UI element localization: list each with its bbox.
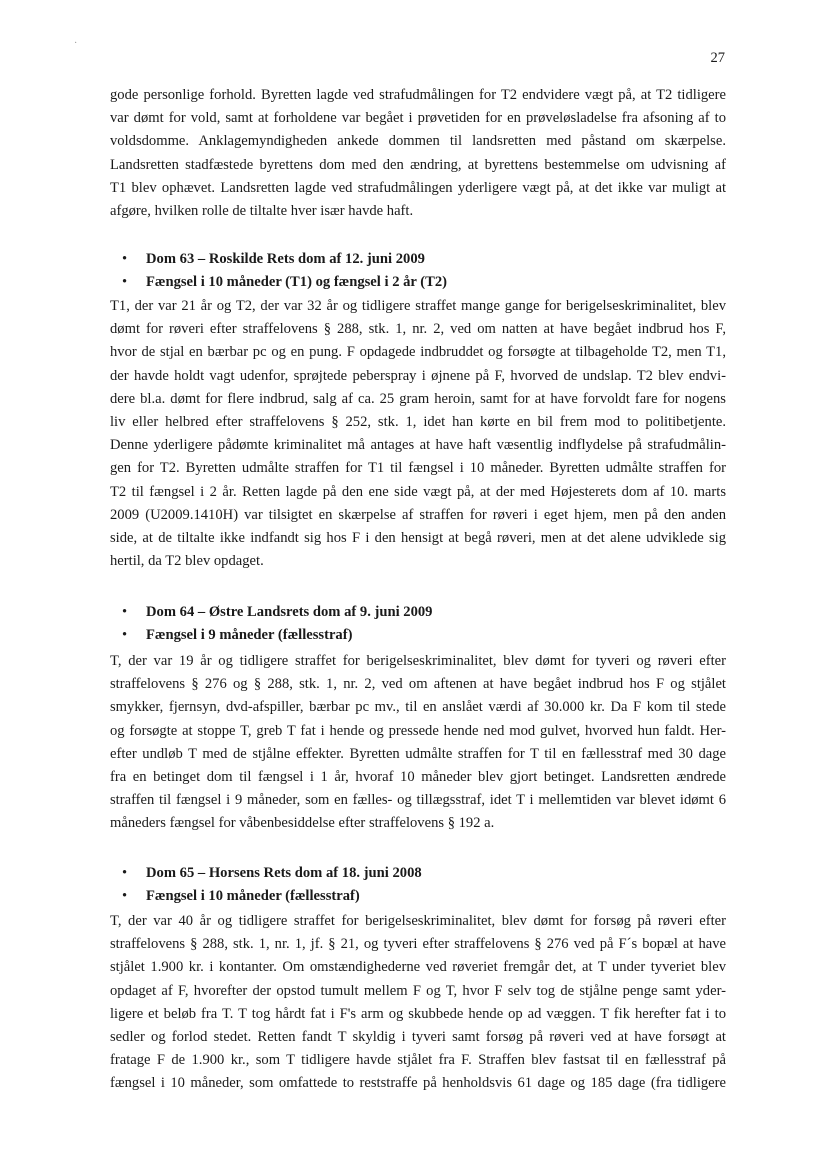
text-line: sedler og forlod stedet. Retten fandt T skyldig i tyveri samt forsøg på røveri ved at have forsøgt at — [110, 1029, 726, 1046]
text-line: gen for T2. Byretten udmålte straffen for T1 til fængsel i 10 måneder. Byretten udmålte straffen for — [110, 460, 726, 477]
case-sentence: Fængsel i 10 måneder (T1) og fængsel i 2 år (T2) — [146, 274, 448, 291]
bullet-dot: • — [122, 251, 128, 267]
text-line: dømt for røveri efter straffelovens § 288, stk. 1, nr. 2, ved om natten at have begået indbrud hos F, — [110, 321, 726, 338]
text-line: T, der var 40 år og tidligere straffet for berigelseskriminalitet, blev dømt for forsøg på røveri efter — [110, 913, 726, 929]
text-line: liv eller helbred efter straffelovens § 252, stk. 1, idet han kørte en bil frem mod to politibetjente. — [110, 414, 726, 431]
text-line: fratage F de 1.900 kr., som T tidligere havde stjålet fra F. Straffen blev fastsat til en fællesstraf på — [110, 1052, 726, 1069]
text-line: gode personlige forhold. Byretten lagde ved strafudmålingen for T2 endvidere vægt på, at T2 tidligere — [110, 87, 726, 103]
text-line: måneders fængsel for våbenbesiddelse efter straffelovens § 192 a. — [110, 815, 495, 832]
text-line: straffelovens § 276 og § 288, stk. 1, nr. 2, ved om aftenen at have begået indbrud hos F og stjålet — [110, 676, 726, 693]
text-line: T, der var 19 år og tidligere straffet for berigelseskriminalitet, blev dømt for tyveri og røveri efter — [110, 653, 726, 669]
bullet-dot: • — [122, 274, 128, 291]
case-title: Dom 63 – Roskilde Rets dom af 12. juni 2009 — [146, 251, 425, 267]
case-title: Dom 64 – Østre Landsrets dom af 9. juni 2009 — [146, 604, 433, 620]
text-line: T1, der var 21 år og T2, der var 32 år og tidligere straffet mange gange for berigelseskriminalitet, blev — [110, 298, 726, 314]
bullet-item — [110, 601, 726, 624]
text-line: afgøre, hvilken rolle de tiltalte hver især havde haft. — [110, 203, 414, 220]
scan-speck: · — [74, 38, 78, 49]
text-line: T1 blev ophævet. Landsretten lagde ved strafudmålingen yderligere vægt på, at det ikke var muligt at — [110, 179, 726, 196]
case-heading-dom-63 — [110, 248, 726, 294]
case-sentence: Fængsel i 9 måneder (fællesstraf) — [146, 627, 353, 644]
text-line: voldsdomme. Anklagemyndigheden ankede dommen til landsretten med påstand om skærpelse. — [110, 133, 726, 150]
bullet-item — [110, 624, 726, 647]
page-number: 27 — [710, 50, 725, 66]
case-heading-dom-65 — [110, 862, 726, 908]
paragraph-dom-64 — [110, 650, 726, 836]
text-line: Landsretten stadfæstede byrettens dom med den ændring, at byrettens bestemmelse om udvisning af — [110, 156, 726, 173]
case-sentence: Fængsel i 10 måneder (fællesstraf) — [146, 888, 360, 905]
bullet-dot: • — [122, 865, 128, 881]
bullet-dot: • — [122, 627, 128, 644]
paragraph-intro — [110, 84, 726, 223]
text-line: efter undløb T med de stjålne effekter. Byretten udmålte straffen for T til en fællesstraf med 30 dage — [110, 745, 726, 762]
bullet-item — [110, 862, 726, 885]
text-line: T2 til fængsel i 2 år. Retten lagde på den ene side vægt på, at der med Højesterets dom af 10. marts — [110, 483, 726, 500]
text-line: der havde holdt vagt udenfor, sprøjtede peberspray i øjnene på F, hvorved de undslap. T2 blev endvi- — [110, 367, 726, 384]
bullet-dot: • — [122, 888, 128, 905]
bullet-item — [110, 248, 726, 271]
bullet-item — [110, 885, 726, 908]
case-title: Dom 65 – Horsens Rets dom af 18. juni 2008 — [146, 865, 422, 881]
text-line: opdaget af F, hvorefter der opstod tumult mellem F og T, hvor F selv tog de stjålne penge samt yder- — [110, 982, 726, 999]
text-line: fra en betinget dom til fængsel i 1 år, hvoraf 10 måneder blev gjort betinget. Landsretten ændrede — [110, 769, 726, 786]
text-line: fængsel i 10 måneder, som omfattede to reststraffe på henholdsvis 61 dage og 185 dage (fra tidligere — [110, 1075, 726, 1092]
bullet-dot: • — [122, 604, 128, 620]
text-line: Denne yderligere pådømte kriminalitet må antages at have haft væsentlig indflydelse på strafudmålin- — [110, 437, 726, 454]
text-line: hertil, da T2 blev opdaget. — [110, 553, 264, 570]
text-line: 2009 (U2009.1410H) var tilsigtet en skærpelse af straffen for røveri i eget hjem, men på den anden — [110, 506, 726, 523]
text-line: og forsøgte at stoppe T, greb T fat i hende og pressede hende ned mod gulvet, hvorved hun faldt. Her- — [110, 722, 726, 739]
text-line: straffen til fængsel i 9 måneder, som en fælles- og tillægsstraf, idet T i mellemtiden var blevet idømt 6 — [110, 792, 726, 809]
text-line: hvor de stjal en bærbar pc og en pung. F opdagede indbruddet og forsøgte at tilbageholde T2, men T1, — [110, 344, 726, 361]
text-line: stjålet 1.900 kr. i kontanter. Om omstændighederne ved røveriet fremgår det, at T under tyveriet blev — [110, 959, 726, 976]
text-line: dere bl.a. dømt for flere indbrud, salg af ca. 25 gram heroin, samt for at have forvoldt fare for nogens — [110, 390, 726, 407]
text-line: var dømt for vold, samt at forholdene var begået i prøvetiden for en prøveløsladelse fra afsoning af to — [110, 110, 726, 127]
paragraph-dom-63 — [110, 295, 726, 573]
bullet-item — [110, 271, 726, 294]
paragraph-dom-65 — [110, 910, 726, 1096]
text-line: ligere et beløb fra T. T tog hårdt fat i F's arm og skubbede hende op ad væggen. T fik herefter fat i to — [110, 1005, 726, 1022]
text-line: straffelovens § 288, stk. 1, nr. 1, jf. § 21, og tyveri efter straffelovens § 276 ved på F´s bopæl at have — [110, 936, 726, 953]
text-line: smykker, fjernsyn, dvd-afspiller, bærbar pc mv., til en anslået værdi af 30.000 kr. Da F kom til stede — [110, 699, 726, 716]
case-heading-dom-64 — [110, 601, 726, 647]
text-line: side, at de tiltalte ikke indfandt sig hos F i den hensigt at begå røveri, men at det alene udviklede sig — [110, 530, 726, 547]
